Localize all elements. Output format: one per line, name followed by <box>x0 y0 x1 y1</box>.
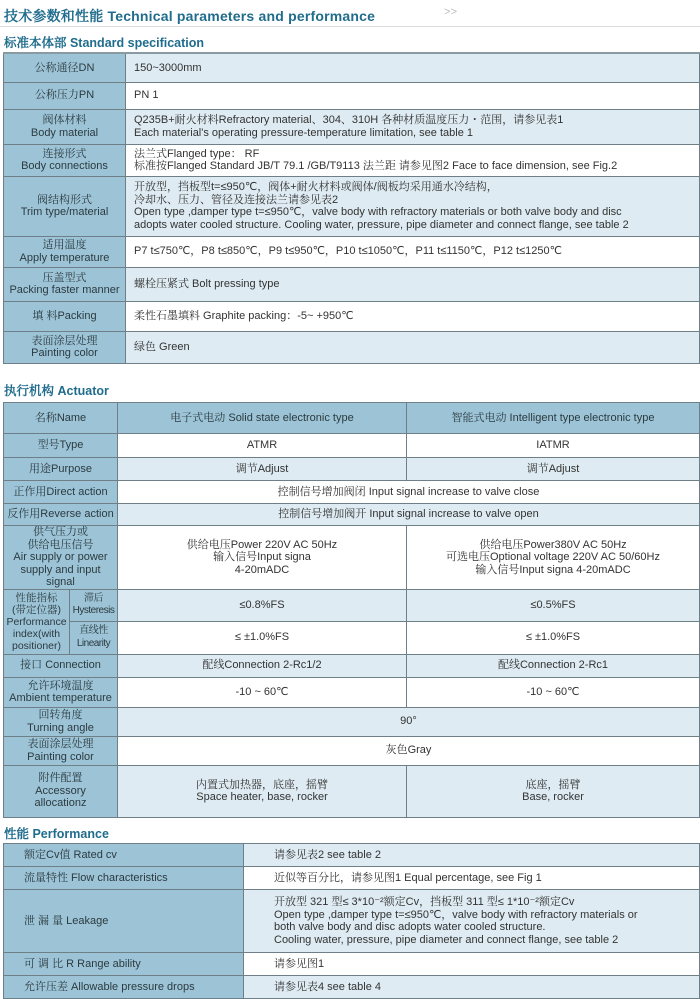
purpose-label: 用途Purpose <box>4 458 118 481</box>
actuator-section-title: 执行机构 Actuator <box>4 384 109 398</box>
linearity-col1: ≤ ±1.0%FS <box>118 621 407 654</box>
performance-label: 流量特性 Flow characteristics <box>4 867 244 890</box>
performance-value-line: 开放型 321 型≤ 3*10⁻²额定Cv，挡板型 311 型≤ 1*10⁻²额定Cv <box>274 896 575 908</box>
spec-label-line: Body connections <box>21 160 108 172</box>
cell-line: index(with <box>12 627 61 640</box>
spec-label <box>4 109 126 144</box>
performance-index-label <box>4 589 70 654</box>
spec-row <box>4 53 700 82</box>
performance-value <box>244 867 700 890</box>
spec-row <box>4 236 700 267</box>
cell-line: Ambient temperature <box>9 692 112 704</box>
purpose-row <box>4 458 700 481</box>
purpose-col2: 调节Adjust <box>407 458 700 481</box>
supply-row <box>4 526 700 590</box>
cell-line: Painting color <box>27 750 94 763</box>
spec-value-line: 开放型，挡板型t=≤950℃，阀体+耐火材料或阀体/阀板均采用通水冷结构， <box>134 181 498 193</box>
performance-label: 额定Cv值 Rated cv <box>4 844 244 867</box>
direct-action-label: 正作用Direct action <box>4 481 118 504</box>
connection-col2: 配线Connection 2-Rc1 <box>407 654 700 677</box>
spec-label-line: Body material <box>30 126 99 139</box>
reverse-action-value: 控制信号增加阀开 Input signal increase to valve open <box>118 504 700 526</box>
linearity-label <box>70 621 118 654</box>
performance-value <box>244 844 700 867</box>
actuator-header-row <box>4 403 700 434</box>
spec-label <box>4 53 126 82</box>
cell-line: 可选电压Optional voltage 220V AC 50/60Hz <box>445 551 660 563</box>
cell-line: (带定位器) <box>12 603 61 616</box>
linearity-col2: ≤ ±1.0%FS <box>407 621 700 654</box>
spec-value-line: 150~3000mm <box>134 61 202 74</box>
performance-label: 允许压差 Allowable pressure drops <box>4 976 244 999</box>
cell-line: 内置式加热器，底座，摇臂 <box>196 778 328 791</box>
performance-value <box>244 953 700 976</box>
performance-row <box>4 953 700 976</box>
cell-line: 回转角度 <box>38 709 83 721</box>
performance-row <box>4 890 700 953</box>
reverse-action-label: 反作用Reverse action <box>4 504 118 526</box>
performance-value-line: Open type ,damper type t=≤950℃，valve body with refractory materials or <box>274 908 638 921</box>
ambient-col1: -10 ~ 60℃ <box>118 677 407 707</box>
cell-line: Hysteresis <box>72 605 115 616</box>
cell-line: 附件配置 <box>38 772 83 785</box>
spec-label-line: 阀结构形式 <box>37 193 92 206</box>
spec-label <box>4 267 126 301</box>
cell-line: Performance <box>6 615 67 628</box>
hysteresis-col1: ≤0.8%FS <box>118 589 407 621</box>
turning-value: 90° <box>118 707 700 736</box>
cell-line: 直线性 <box>79 625 108 636</box>
turning-label <box>4 707 118 736</box>
cell-line: 滞后 <box>84 592 103 604</box>
spec-label <box>4 144 126 176</box>
connection-col1: 配线Connection 2-Rc1/2 <box>118 654 407 677</box>
spec-label-line: 公称通径DN <box>34 61 95 74</box>
spec-value-line: 冷却水、压力、管径及连接法兰请参见表2 <box>134 193 339 206</box>
spec-label-line: 表面涂层处理 <box>31 334 98 347</box>
cell-line: 允许环境温度 <box>27 679 94 692</box>
actuator-table <box>3 402 700 818</box>
spec-value <box>126 82 700 109</box>
spec-value <box>126 53 700 82</box>
name-header: 名称Name <box>4 403 118 434</box>
cell-line: Turning angle <box>27 721 94 734</box>
cell-line: 底座，摇臂 <box>525 778 581 791</box>
spec-value-line: 绿色 Green <box>134 340 190 353</box>
hysteresis-row <box>4 589 700 621</box>
spec-value <box>126 331 700 363</box>
type-col2: IATMR <box>407 434 700 458</box>
spec-value-line: 螺栓压紧式 Bolt pressing type <box>134 277 280 290</box>
performance-value-line: both valve body and disc adopts water cooled structure. <box>274 921 546 933</box>
cell-line: 输入信号Input signa <box>213 551 311 563</box>
cell-line: allocationz <box>34 797 87 810</box>
linearity-row <box>4 621 700 654</box>
performance-value <box>244 890 700 953</box>
spec-row <box>4 331 700 363</box>
spec-value <box>126 236 700 267</box>
performance-row <box>4 867 700 890</box>
spec-value <box>126 176 700 236</box>
spec-row <box>4 176 700 236</box>
actuator-painting-value: 灰色Gray <box>118 736 700 765</box>
spec-value-line: PN 1 <box>134 89 159 102</box>
spec-value <box>126 301 700 331</box>
cell-line: 供给电压Power 220V AC 50Hz <box>186 538 338 551</box>
spec-value <box>126 109 700 144</box>
spec-row <box>4 301 700 331</box>
connection-row <box>4 654 700 677</box>
page-title-text: 技术参数和性能 Technical parameters and performance <box>4 8 376 24</box>
type-row <box>4 434 700 458</box>
accessory-col2 <box>407 765 700 817</box>
standard-section-title: 标准本体部 Standard specification <box>4 36 205 50</box>
title-divider <box>0 26 700 27</box>
type-col1: ATMR <box>118 434 407 458</box>
spec-row <box>4 109 700 144</box>
supply-col1 <box>118 526 407 590</box>
accessory-label <box>4 765 118 817</box>
cell-line: Air supply or power <box>13 551 108 563</box>
spec-label-line: Packing faster manner <box>9 284 120 296</box>
spec-label-line: 压盖型式 <box>42 271 87 284</box>
spec-value-line: 柔性石墨填料 Graphite packing：-5~ +950℃ <box>134 309 354 322</box>
accessory-col1 <box>118 765 407 817</box>
spec-label <box>4 82 126 109</box>
spec-value <box>126 144 700 176</box>
spec-label-line: Painting color <box>31 347 98 359</box>
reverse-action-row <box>4 504 700 526</box>
spec-row <box>4 267 700 301</box>
supply-label <box>4 526 118 590</box>
cell-line: 表面涂层处理 <box>27 738 94 750</box>
hysteresis-label <box>70 589 118 621</box>
standard-spec-table <box>3 52 700 364</box>
cell-line: 性能指标 <box>15 591 58 604</box>
performance-value-line: 请参见表2 see table 2 <box>274 848 381 861</box>
spec-label <box>4 301 126 331</box>
performance-label: 泄 漏 量 Leakage <box>4 890 244 953</box>
turning-row <box>4 707 700 736</box>
direct-action-value: 控制信号增加阀闭 Input signal increase to valve close <box>118 481 700 504</box>
actuator-painting-row <box>4 736 700 765</box>
intelligent-header: 智能式电动 Intelligent type electronic type <box>407 403 700 434</box>
spec-label <box>4 176 126 236</box>
type-label: 型号Type <box>4 434 118 458</box>
cell-line: Accessory <box>35 784 86 797</box>
spec-label-line: 公称压力PN <box>34 89 95 102</box>
hysteresis-col2: ≤0.5%FS <box>407 589 700 621</box>
spec-label-line: 阀体材料 <box>42 114 87 126</box>
purpose-col1: 调节Adjust <box>118 458 407 481</box>
spec-value-line: 法兰式Flanged type： RF <box>134 147 260 160</box>
cell-line: 4-20mADC <box>234 563 290 576</box>
spec-value <box>126 267 700 301</box>
performance-row <box>4 844 700 867</box>
spec-row <box>4 144 700 176</box>
cell-line: Base, rocker <box>522 791 584 803</box>
spec-label-line: 连接形式 <box>42 147 87 160</box>
cell-line: supply and input signal <box>20 563 101 588</box>
spec-label-line: Trim type/material <box>20 206 109 218</box>
cell-line: 输入信号Input signa 4-20mADC <box>475 563 631 576</box>
ambient-col2: -10 ~ 60℃ <box>407 677 700 707</box>
spec-value-line: P7 t≤750℃，P8 t≤850℃，P9 t≤950℃，P10 t≤1050℃，P11 t≤1150℃，P12 t≤1250℃ <box>134 245 562 258</box>
performance-table <box>3 843 700 999</box>
spec-label <box>4 236 126 267</box>
cell-line: 供给电压信号 <box>27 538 94 551</box>
direct-action-row <box>4 481 700 504</box>
supply-col2 <box>407 526 700 590</box>
cell-line: positioner) <box>11 639 62 652</box>
performance-value <box>244 976 700 999</box>
spec-label-line: 适用温度 <box>42 239 87 251</box>
spec-value-line: Open type ,damper type t=≤950℃，valve body with refractory materials or both valve body and disc <box>134 206 622 218</box>
spec-label-line: 填 料Packing <box>32 309 97 322</box>
cell-line: Linearity <box>76 637 111 649</box>
spec-label <box>4 331 126 363</box>
cell-line: 供气压力或 <box>33 526 88 538</box>
ambient-row <box>4 677 700 707</box>
spec-label-line: Apply temperature <box>19 251 110 264</box>
connection-label: 接口 Connection <box>4 654 118 677</box>
spec-value-line: adopts water cooled structure. Cooling water, pressure, pipe diameter and connect flange, see table 2 <box>134 218 629 231</box>
performance-label: 可 调 比 R Range ability <box>4 953 244 976</box>
performance-value-line: Cooling water, pressure, pipe diameter and connect flange, see table 2 <box>274 933 619 946</box>
spec-value-line: Each material's operating pressure-temperature limitation, see table 1 <box>134 126 473 139</box>
spec-value-line: 标准按Flanged Standard JB/T 79.1 /GB/T9113 法兰距 请参见图2 Face to face dimension, see Fig.2 <box>134 160 618 172</box>
page-title <box>4 6 458 26</box>
cell-line: 供给电压Power380V AC 50Hz <box>479 538 627 551</box>
accessory-row <box>4 765 700 817</box>
more-arrows-icon: >> <box>444 6 458 18</box>
cell-line: Space heater, base, rocker <box>196 791 328 803</box>
performance-value-line: 请参见图1 <box>274 957 325 970</box>
performance-row <box>4 976 700 999</box>
spec-row <box>4 82 700 109</box>
spec-value-line: Q235B+耐火材料Refractory material、304、310H 各种材质温度压力・范围，请参见表1 <box>134 114 564 126</box>
actuator-painting-label <box>4 736 118 765</box>
performance-value-line: 请参见表4 see table 4 <box>274 980 381 993</box>
ambient-label <box>4 677 118 707</box>
performance-value-line: 近似等百分比，请参见图1 Equal percentage, see Fig 1 <box>274 871 542 884</box>
solid-state-header: 电子式电动 Solid state electronic type <box>118 403 407 434</box>
performance-section-title: 性能 Performance <box>4 827 109 841</box>
